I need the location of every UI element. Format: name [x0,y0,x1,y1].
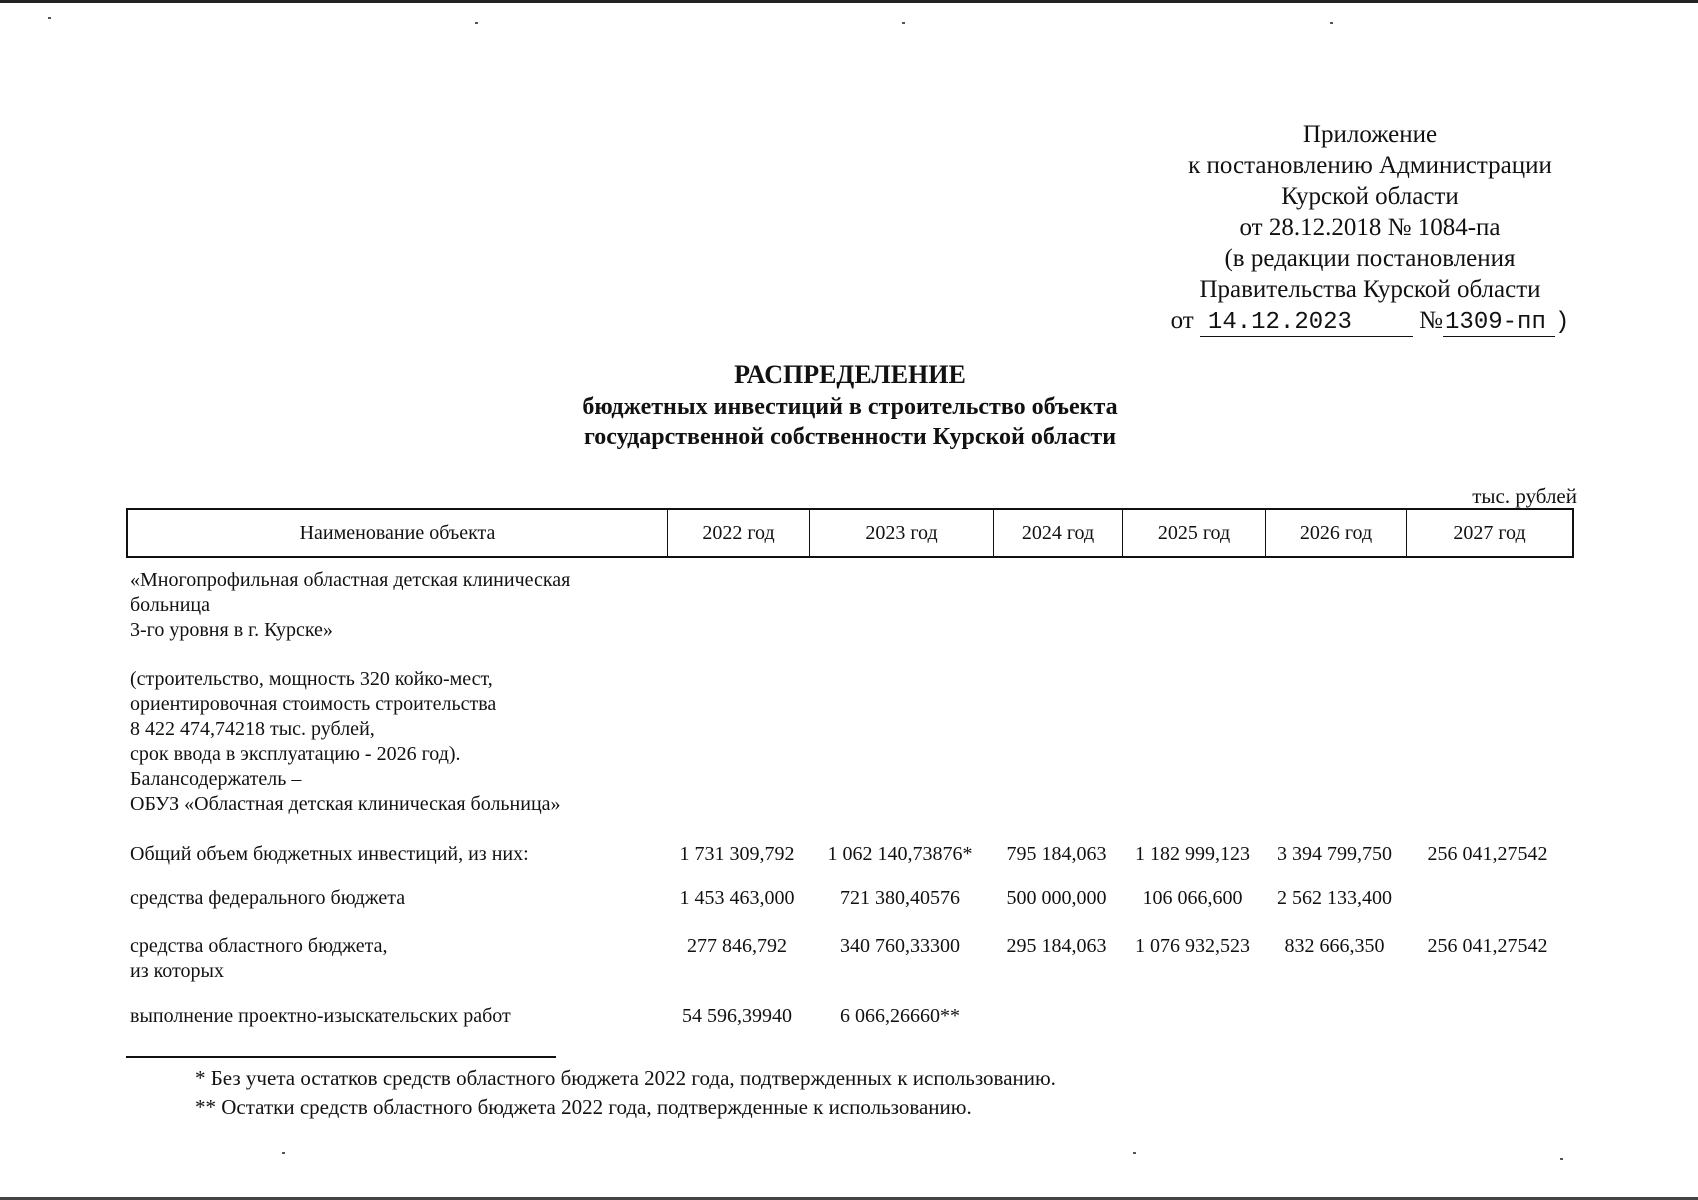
cell-total-2026: 3 394 799,750 [1277,843,1392,865]
title-main: РАСПРЕДЕЛЕНИЕ [734,360,966,389]
resolution-date: 14.12.2023 [1200,310,1413,337]
appendix-header [1100,119,1640,338]
cell-federal-2023: 721 380,40576 [840,887,960,909]
scan-speck [902,22,905,24]
scan-speck [282,1152,285,1154]
cell-regional-2023: 340 760,33300 [840,935,960,957]
cell-regional-2027: 256 041,27542 [1427,935,1548,957]
object-details-line: (строительство, мощность 320 койко-мест, [130,668,493,690]
resolution-number: 1309-пп [1443,310,1555,337]
from-label: от [1170,307,1194,334]
scan-speck [475,22,478,24]
row-design-label [130,1004,511,1029]
scan-top-edge [0,0,1698,3]
scan-speck [48,17,51,19]
row-label-line: средства федерального бюджета [130,887,406,909]
header-year-2023: 2023 год [810,510,994,556]
object-details [130,667,561,817]
header-year-2027: 2027 год [1453,521,1526,544]
object-details-line: ОБУЗ «Областная детская клиническая больница» [130,793,561,815]
cell-total-2023: 1 062 140,73876* [827,843,973,865]
cell-regional-2025: 1 076 932,523 [1135,935,1250,957]
row-label-line: Общий объем бюджетных инвестиций, из них: [130,843,529,865]
object-details-line: ориентировочная стоимость строительства [130,693,497,715]
scan-speck [1330,22,1333,24]
cell-federal-2024: 500 000,000 [1006,887,1107,909]
table-header [126,508,1574,558]
appendix-line: Правительства Курской области [1199,276,1541,303]
appendix-line: (в редакции постановления [1224,245,1516,272]
scan-speck [1560,1158,1563,1160]
footnote-2: ** Остатки средств областного бюджета 2022 года, подтвержденные к использованию. [195,1095,972,1119]
cell-federal-2026: 2 562 133,400 [1277,887,1392,909]
object-name [130,568,570,643]
appendix-line: Приложение [1302,121,1438,148]
cell-regional-2026: 832 666,350 [1284,935,1385,957]
footnote-1: * Без учета остатков средств областного бюджета 2022 года, подтвержденных к использованию. [195,1066,1056,1090]
cell-total-2027: 256 041,27542 [1427,843,1548,865]
object-name-line: «Многопрофильная областная детская клиническая [130,569,571,591]
header-year-2025: 2025 год [1123,510,1266,556]
object-details-line: Балансодержатель – [130,768,302,790]
object-name-line: 3-го уровня в г. Курске» [130,619,333,641]
row-regional-label [130,934,387,984]
title-line: государственной собственности Курской области [583,424,1117,450]
appendix-line: Курской области [1281,183,1459,210]
object-details-line: 8 422 474,74218 тыс. рублей, [130,718,375,740]
appendix-line: к постановлению Администрации [1188,152,1552,179]
row-label-line: из которых [130,960,224,982]
title-line: бюджетных инвестиций в строительство объекта [582,394,1118,420]
row-federal-label [130,886,405,911]
cell-federal-2022: 1 453 463,000 [679,887,795,909]
cell-regional-2022: 277 846,792 [687,935,787,957]
cell-design-2022: 54 596,39940 [682,1005,792,1027]
footnote-rule [126,1056,556,1058]
appendix-resolution-line [1100,305,1640,338]
cell-total-2025: 1 182 999,123 [1135,843,1250,865]
header-year-2024: 2024 год [994,510,1123,556]
header-year-2022: 2022 год [668,510,810,556]
closing-paren: ) [1555,309,1570,336]
appendix-line: от 28.12.2018 № 1084-па [1239,214,1501,241]
row-label-line: выполнение проектно-изыскательских работ [130,1005,511,1027]
number-label: № [1419,307,1444,334]
cell-federal-2025: 106 066,600 [1142,887,1243,909]
document-title [440,358,1260,452]
unit-label: тыс. рублей [1472,484,1577,508]
object-details-line: срок ввода в эксплуатацию - 2026 год). [130,743,461,765]
row-label-line: средства областного бюджета, [130,935,388,957]
header-object-name: Наименование объекта [128,510,668,556]
header-year-2026: 2026 год [1266,510,1407,556]
row-total-label [130,842,529,867]
object-name-line: больница [130,594,210,616]
cell-design-2023: 6 066,26660** [840,1005,960,1027]
cell-total-2022: 1 731 309,792 [679,843,795,865]
cell-regional-2024: 295 184,063 [1006,935,1107,957]
scan-speck [1133,1152,1136,1154]
cell-total-2024: 795 184,063 [1006,843,1107,865]
